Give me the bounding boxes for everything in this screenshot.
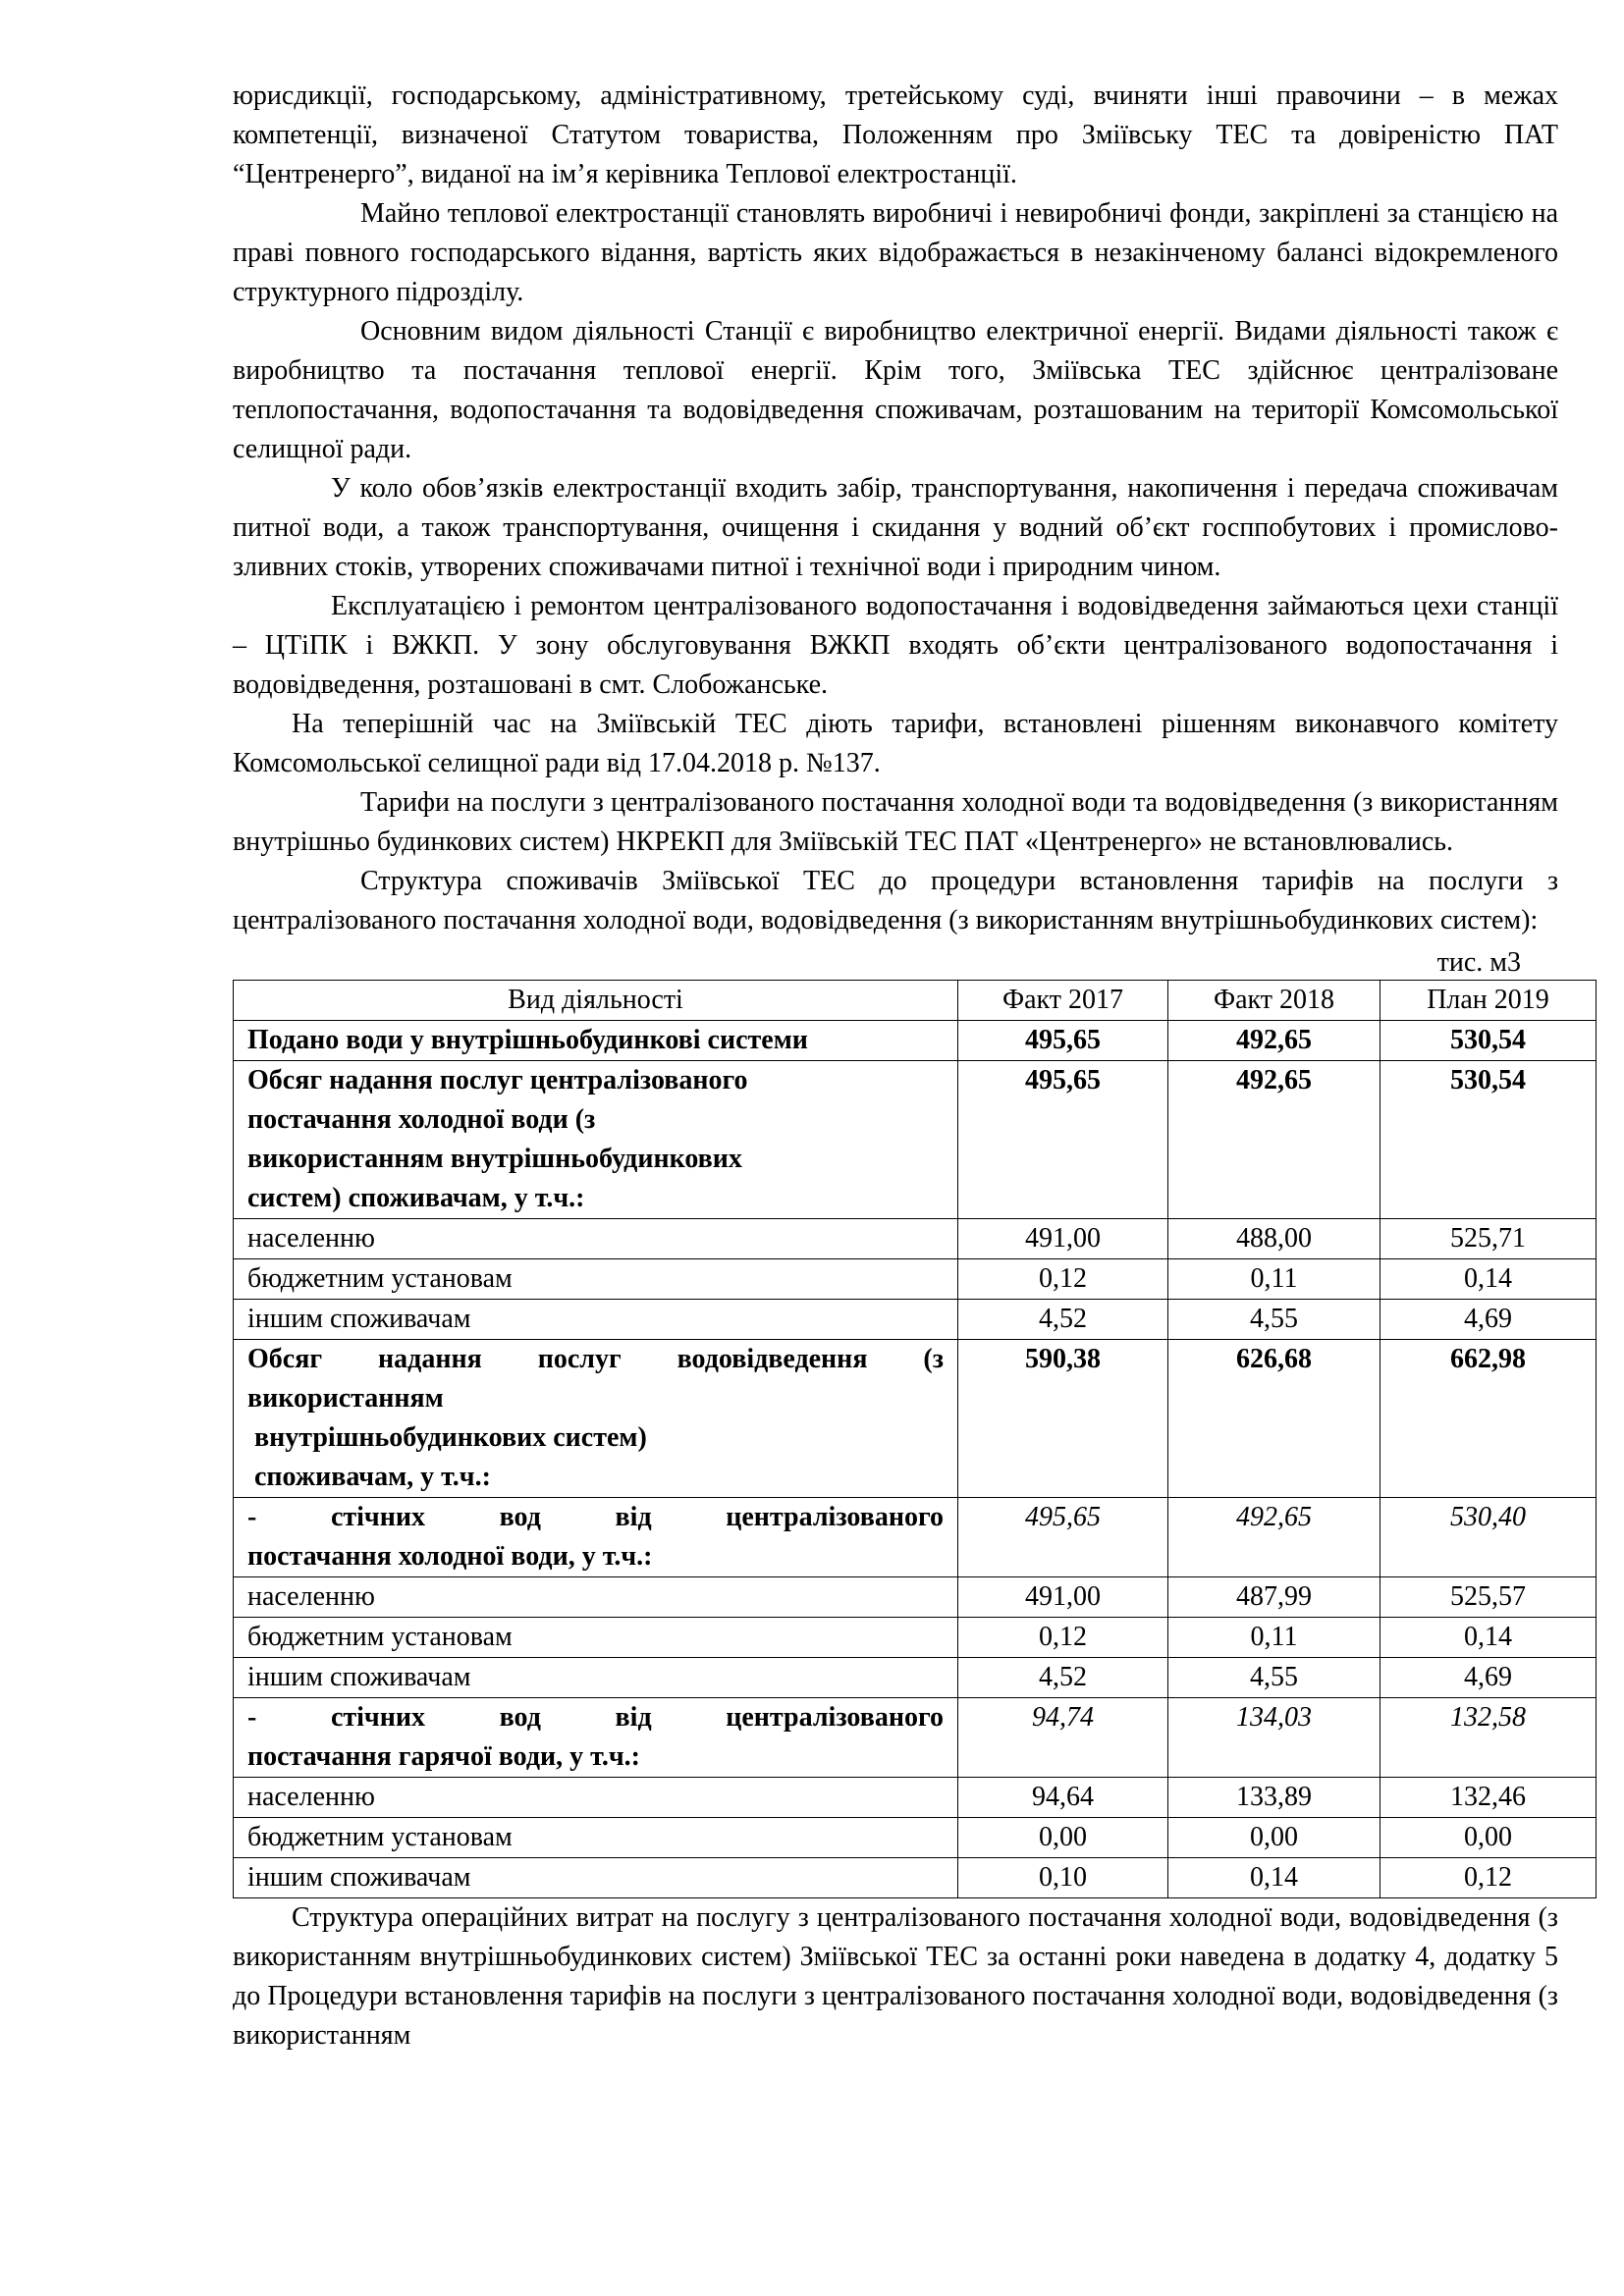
paragraph-3: Основним видом діяльності Станції є виробництво електричної енергії. Видами діяльності також є виробництво та постачання теплової енергії. Крім того, Зміївська ТЕС здійснює централізоване теплопостачання, водопостачання та водовідведення споживачам, розташованим на території Комсомольської селищної ради. [233, 316, 1558, 464]
cell-2018: 0,00 [1168, 1818, 1380, 1858]
table-row [234, 1858, 1597, 1898]
cell-2017: 495,65 [958, 1061, 1168, 1219]
cell-2019: 4,69 [1380, 1300, 1597, 1340]
cell-2018: 0,14 [1168, 1858, 1380, 1898]
row-label-line: постачання холодної води, у т.ч.: [247, 1541, 653, 1572]
cell-2019: 132,58 [1380, 1698, 1597, 1778]
cell-2018: 626,68 [1168, 1340, 1380, 1498]
cell-2018: 492,65 [1168, 1021, 1380, 1061]
paragraph-4: У коло обов’язків електростанції входить забір, транспортування, накопичення і передача споживачам питної води, а також транспортування, очищення і скидання у водний об’єкт госппобутових і промислово-зливних стоків, утворених споживачами питної і технічної води і природним чином. [233, 473, 1558, 582]
row-label: бюджетним установам [234, 1618, 958, 1658]
cell-2017: 4,52 [958, 1658, 1168, 1698]
cell-2018: 4,55 [1168, 1658, 1380, 1698]
paragraph-2: Майно теплової електростанції становлять виробничі і невиробничі фонди, закріплені за станцією на праві повного господарського відання, вартість яких відображається в незакінченому балансі відокремленого структурного підрозділу. [233, 198, 1558, 307]
cell-2019: 530,40 [1380, 1498, 1597, 1577]
table-row [234, 1259, 1597, 1300]
cell-2018: 4,55 [1168, 1300, 1380, 1340]
row-label-line: Обсяг надання послуг водовідведення (з [247, 1344, 944, 1374]
cell-2018: 0,11 [1168, 1259, 1380, 1300]
row-label-line: споживачам, у т.ч.: [247, 1462, 491, 1492]
cell-2018: 492,65 [1168, 1061, 1380, 1219]
row-label [234, 1340, 958, 1498]
cell-2019: 0,14 [1380, 1259, 1597, 1300]
cell-2019: 132,46 [1380, 1778, 1597, 1818]
cell-2019: 0,14 [1380, 1618, 1597, 1658]
cell-2019: 0,12 [1380, 1858, 1597, 1898]
cell-2018: 133,89 [1168, 1778, 1380, 1818]
cell-2017: 0,12 [958, 1259, 1168, 1300]
row-label-line: постачання гарячої води, у т.ч.: [247, 1741, 640, 1772]
cell-2019: 4,69 [1380, 1658, 1597, 1698]
row-label: Обсяг надання послуг централізованого постачання холодної води (з використанням внутрішньобудинкових систем) споживачам, у т.ч.: [234, 1061, 958, 1219]
paragraph-5: Експлуатацією і ремонтом централізованого водопостачання і водовідведення займаються цехи станції – ЦТіПК і ВЖКП. У зону обслуговування ВЖКП входять об’єкти централізованого водопостачання і водовідведення, розташовані в смт. Слобожанське. [233, 591, 1558, 700]
paragraph-8: Структура споживачів Зміївської ТЕС до процедури встановлення тарифів на послуги з централізованого постачання холодної води, водовідведення (з використанням внутрішньобудинкових систем): [233, 866, 1558, 935]
row-label: населенню [234, 1219, 958, 1259]
table-row [234, 1219, 1597, 1259]
document-page [233, 77, 1558, 2056]
cell-2019: 525,57 [1380, 1577, 1597, 1618]
row-label: бюджетним установам [234, 1818, 958, 1858]
paragraph-bottom: Структура операційних витрат на послугу з централізованого постачання холодної води, водовідведення (з використанням внутрішньобудинкових систем) Зміївської ТЕС за останні роки наведена в додатку 4, додатку 5 до Процедури встановлення тарифів на послуги з централізованого постачання холодної води, водовідведення (з використанням [233, 1902, 1558, 2051]
row-label: Подано води у внутрішньобудинкові системи [234, 1021, 958, 1061]
cell-2018: 487,99 [1168, 1577, 1380, 1618]
table-row [234, 1778, 1597, 1818]
row-label: населенню [234, 1577, 958, 1618]
cell-2017: 94,64 [958, 1778, 1168, 1818]
cell-2019: 662,98 [1380, 1340, 1597, 1498]
header-plan-2019: План 2019 [1380, 981, 1597, 1021]
cell-2018: 0,11 [1168, 1618, 1380, 1658]
row-label: іншим споживачам [234, 1300, 958, 1340]
consumer-structure-table [233, 980, 1597, 1898]
cell-2017: 491,00 [958, 1577, 1168, 1618]
table-row [234, 1021, 1597, 1061]
cell-2019: 530,54 [1380, 1021, 1597, 1061]
cell-2018: 134,03 [1168, 1698, 1380, 1778]
row-label: населенню [234, 1778, 958, 1818]
table-row [234, 1618, 1597, 1658]
cell-2017: 0,10 [958, 1858, 1168, 1898]
table-row [234, 1658, 1597, 1698]
row-label-line: внутрішньобудинкових систем) [247, 1422, 647, 1453]
row-label: іншим споживачам [234, 1658, 958, 1698]
table-row [234, 1818, 1597, 1858]
table-unit: тис. м3 [1436, 947, 1521, 978]
cell-2018: 492,65 [1168, 1498, 1380, 1577]
row-label-line: - стічних вод від централізованого [247, 1702, 944, 1733]
cell-2017: 0,12 [958, 1618, 1168, 1658]
paragraph-1: юрисдикції, господарському, адміністративному, третейському суді, вчиняти інші правочини – в межах компетенції, визначеної Статутом товариства, Положенням про Зміївську ТЕС та довіреністю ПАТ “Центренерго”, виданої на ім’я керівника Теплової електростанції. [233, 80, 1558, 189]
row-label [234, 1498, 958, 1577]
cell-2017: 495,65 [958, 1498, 1168, 1577]
header-fact-2017: Факт 2017 [958, 981, 1168, 1021]
table-row [234, 1498, 1597, 1577]
table-row [234, 1061, 1597, 1219]
cell-2018: 488,00 [1168, 1219, 1380, 1259]
row-label-line: використанням [247, 1383, 444, 1414]
table-row [234, 1577, 1597, 1618]
row-label: іншим споживачам [234, 1858, 958, 1898]
cell-2017: 495,65 [958, 1021, 1168, 1061]
row-label: бюджетним установам [234, 1259, 958, 1300]
header-activity: Вид діяльності [234, 981, 958, 1021]
table-row [234, 1340, 1597, 1498]
cell-2017: 491,00 [958, 1219, 1168, 1259]
row-label-line: - стічних вод від централізованого [247, 1502, 944, 1532]
paragraph-6: На теперішній час на Зміївській ТЕС діють тарифи, встановлені рішенням виконавчого комітету Комсомольської селищної ради від 17.04.2018 р. №137. [233, 709, 1558, 778]
paragraph-7: Тарифи на послуги з централізованого постачання холодної води та водовідведення (з використанням внутрішньо будинкових систем) НКРЕКП для Зміївській ТЕС ПАТ «Центренерго» не встановлювались. [233, 787, 1558, 857]
cell-2017: 590,38 [958, 1340, 1168, 1498]
cell-2017: 94,74 [958, 1698, 1168, 1778]
table-row [234, 1698, 1597, 1778]
cell-2017: 0,00 [958, 1818, 1168, 1858]
row-label [234, 1698, 958, 1778]
cell-2019: 0,00 [1380, 1818, 1597, 1858]
cell-2017: 4,52 [958, 1300, 1168, 1340]
header-fact-2018: Факт 2018 [1168, 981, 1380, 1021]
cell-2019: 525,71 [1380, 1219, 1597, 1259]
cell-2019: 530,54 [1380, 1061, 1597, 1219]
table-header-row [234, 981, 1597, 1021]
table-row [234, 1300, 1597, 1340]
